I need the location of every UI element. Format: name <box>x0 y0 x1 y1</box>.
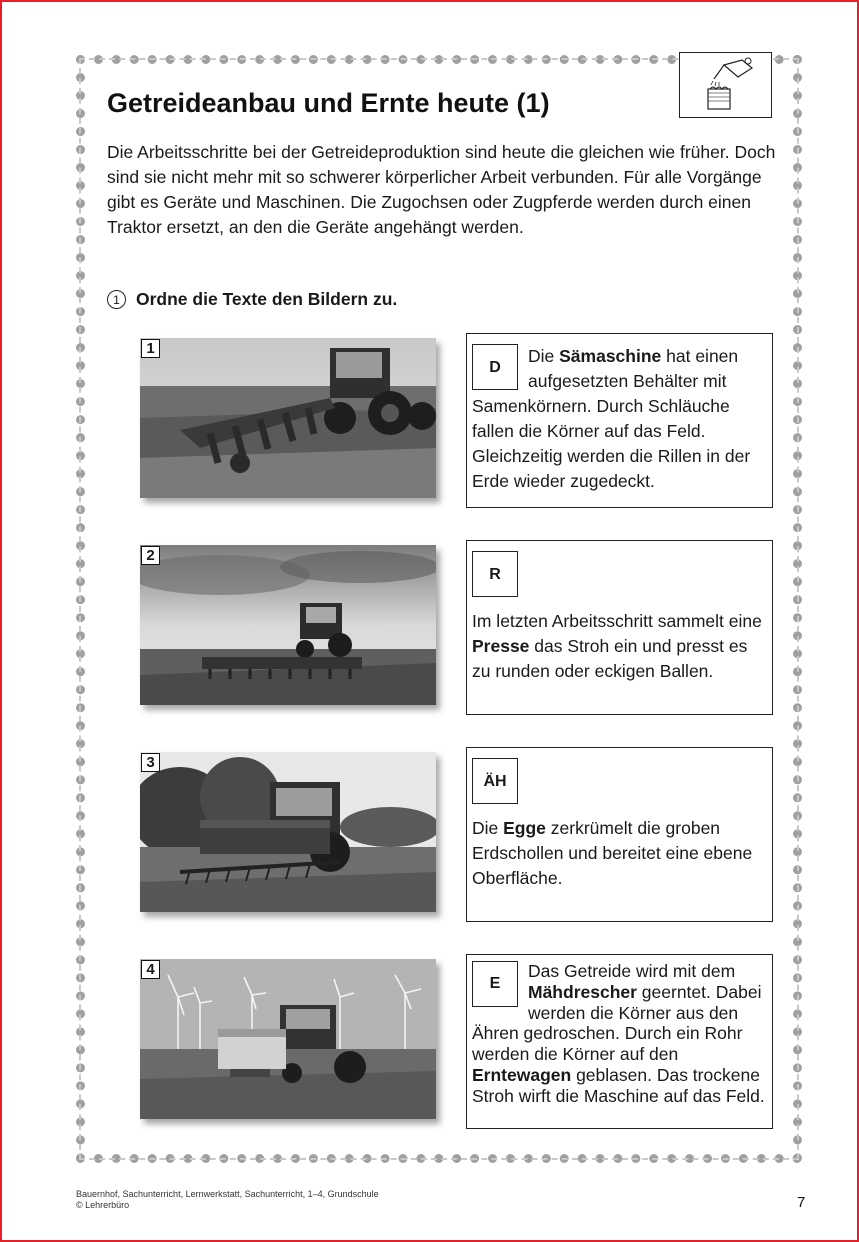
photo-number: 2 <box>141 546 160 565</box>
card-keyword: Erntewagen <box>472 1064 572 1085</box>
task-instruction <box>107 289 397 310</box>
text-card-maehdrescher <box>466 954 773 1129</box>
footer-line: Bauernhof, Sachunterricht, Lernwerkstatt, Sachunterricht, 1–4, Grundschule <box>76 1189 379 1199</box>
card-text-after: zerkrümelt die groben Erdschollen und bereitet eine ebene Oberfläche. <box>472 818 753 888</box>
task-label: Ordne die Texte den Bildern zu. <box>136 289 398 309</box>
intro-paragraph: Die Arbeitsschritte bei der Getreideproduktion sind heute die gleichen wie früher. Doch sind sie nicht mehr mit so schwerer körperlicher Arbeit verbunden. Für alle Vorgänge gibt es Geräte und Maschinen. Die Zugochsen oder Zugpferde werden durch einen Traktor ersetzt, an den die Geräte angehängt werden. <box>107 142 776 237</box>
footer-copyright: © Lehrerbüro <box>76 1200 130 1210</box>
card-text-after: geblasen. Das trockene Stroh wirft die Maschine auf das Feld. <box>472 1064 765 1106</box>
card-text-middle: geerntet. Dabei werden die Körner aus den Ähren gedroschen. Durch ein Rohr werden die Körner auf den <box>472 981 762 1065</box>
solution-letter-box[interactable]: R <box>472 551 518 597</box>
card-text-before: Im letzten Arbeitsschritt sammelt eine <box>472 611 762 631</box>
card-text-before: Das Getreide wird mit dem <box>528 961 736 981</box>
page-title: Getreideanbau und Ernte heute (1) <box>107 88 550 118</box>
solution-letter-box[interactable]: E <box>472 961 518 1007</box>
solution-letter-box[interactable]: D <box>472 344 518 390</box>
card-keyword: Mähdrescher <box>528 981 637 1002</box>
page-number: 7 <box>797 1194 806 1211</box>
footer-credits <box>76 1189 379 1211</box>
solution-letter-box[interactable]: ÄH <box>472 758 518 804</box>
text-card-egge <box>466 747 773 922</box>
photo-harrow-tractor <box>140 545 436 705</box>
photo-number: 3 <box>141 753 160 772</box>
photo-spreader-tractor <box>140 959 436 1119</box>
card-keyword: Egge <box>503 818 546 838</box>
card-text-after: hat einen aufgesetzten Behälter mit Samenkörnern. Durch Schläuche fallen die Körner auf das Feld. Gleichzeitig werden die Rillen in der Erde wieder zugedeckt. <box>472 346 751 491</box>
card-text-before: Die <box>472 818 504 838</box>
watering-can-illustration <box>679 52 772 118</box>
card-text-after: das Stroh ein und presst es zu runden oder eckigen Ballen. <box>472 636 748 681</box>
photo-seed-drill-tractor <box>140 752 436 912</box>
photo-number: 4 <box>141 960 160 979</box>
text-card-saemaschine <box>466 333 773 508</box>
text-card-presse <box>466 540 773 715</box>
card-text-before: Die <box>528 346 560 366</box>
task-number: 1 <box>107 290 126 309</box>
card-keyword: Sämaschine <box>559 346 662 366</box>
photo-plough-tractor <box>140 338 436 498</box>
photo-number: 1 <box>141 339 160 358</box>
card-keyword: Presse <box>472 636 530 656</box>
